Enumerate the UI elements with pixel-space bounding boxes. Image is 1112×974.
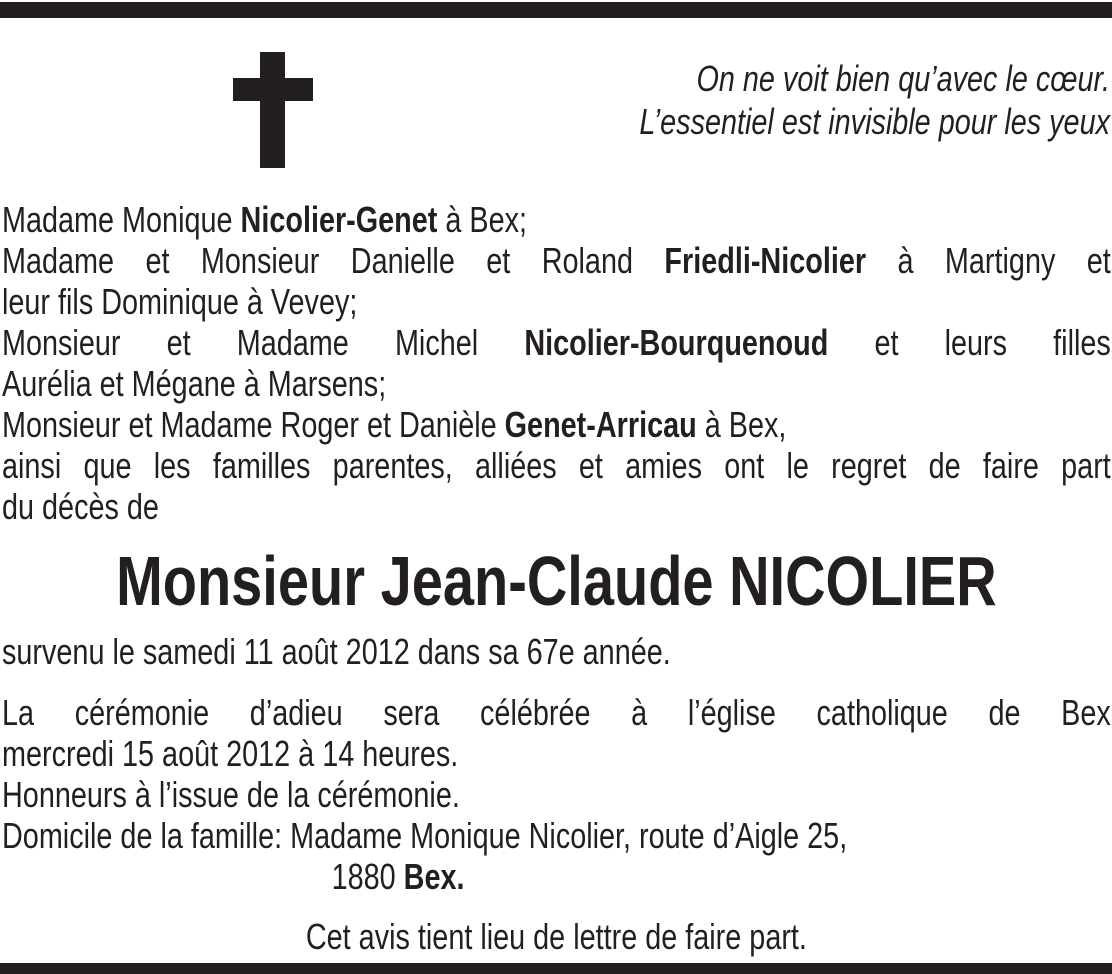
deces-line xyxy=(2,486,1111,527)
closing-line: Cet avis tient lieu de lettre de faire part. xyxy=(305,916,807,957)
cross-horizontal-beam xyxy=(233,78,313,101)
regret-line-text: ainsi que les familles parentes, alliées et amies ont le regret de faire part xyxy=(2,445,1111,486)
family-line-1 xyxy=(2,199,1111,240)
family-line-text: leur fils Dominique à Vevey; xyxy=(2,281,358,322)
family-line-2 xyxy=(2,240,1111,281)
family-line-text: Monsieur et Madame Roger et Danièle xyxy=(2,404,505,445)
deces-line-text: du décès de xyxy=(2,486,159,527)
cross-icon xyxy=(233,52,313,168)
family-line-text: Monsieur et Madame Michel xyxy=(2,322,525,363)
family-line-text: Madame Monique xyxy=(2,199,241,240)
bottom-border-rule xyxy=(0,963,1112,974)
death-date-line: survenu le samedi 11 août 2012 dans sa 67e année. xyxy=(2,631,671,672)
ceremony-line-1: La cérémonie d’adieu sera célébrée à l’église catholique de Bex xyxy=(2,692,1111,733)
family-name-bold: Friedli-Nicolier xyxy=(664,240,867,281)
ceremony-line-2: mercredi 15 août 2012 à 14 heures. xyxy=(2,733,459,774)
epigraph-quote xyxy=(550,57,1110,143)
cross-vertical-beam xyxy=(260,52,285,168)
epigraph-line-1: On ne voit bien qu’avec le cœur. xyxy=(696,58,1110,99)
family-line-text: à Martigny et xyxy=(866,240,1111,281)
family-line-6 xyxy=(2,404,1111,445)
family-name-bold: Genet-Arricau xyxy=(504,404,697,445)
regret-line xyxy=(2,445,1111,486)
city-bold: Bex. xyxy=(403,856,465,897)
family-line-text: Madame et Monsieur Danielle et Roland xyxy=(2,240,665,281)
top-border-rule xyxy=(0,2,1112,18)
family-line-text: Aurélia et Mégane à Marsens; xyxy=(2,363,387,404)
deceased-name-title: Monsieur Jean-Claude NICOLIER xyxy=(116,542,997,620)
family-line-text: et leurs filles xyxy=(828,322,1111,363)
family-name-bold: Nicolier-Genet xyxy=(240,199,438,240)
postal-code: 1880 xyxy=(331,856,404,897)
family-line-4 xyxy=(2,322,1111,363)
family-line-text: à Bex; xyxy=(437,199,528,240)
family-line-5 xyxy=(2,363,1111,404)
family-line-text: à Bex, xyxy=(696,404,787,445)
domicile-line-2 xyxy=(332,856,1111,897)
family-name-bold: Nicolier-Bourquenoud xyxy=(524,322,829,363)
family-line-3 xyxy=(2,281,1111,322)
honors-line: Honneurs à l’issue de la cérémonie. xyxy=(2,774,460,815)
domicile-line-1: Domicile de la famille: Madame Monique Nicolier, route d’Aigle 25, xyxy=(2,815,848,856)
epigraph-line-2: L’essentiel est invisible pour les yeux xyxy=(639,101,1110,142)
notice-body xyxy=(2,199,1111,957)
